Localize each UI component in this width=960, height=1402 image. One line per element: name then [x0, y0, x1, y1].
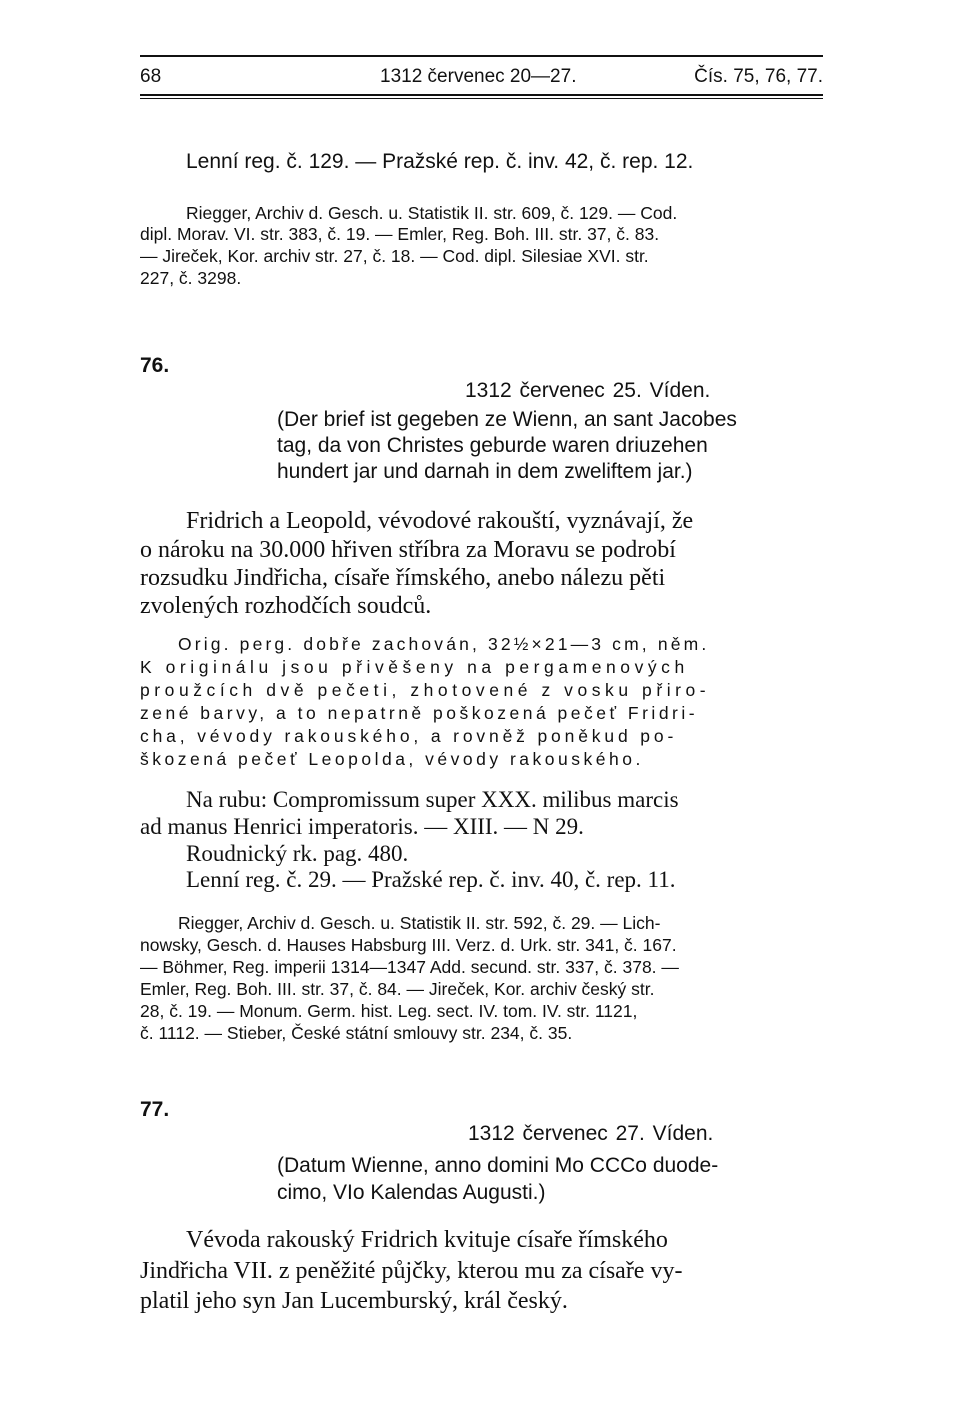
dating-clause-line: cimo, VIo Kalendas Augusti.)	[277, 1181, 546, 1204]
dating-clause-line: (Der brief ist gegeben ze Wienn, an sant Jacobes	[277, 408, 737, 431]
regest-line: zvolených rozhodčích soudců.	[140, 593, 432, 619]
regest-line: Jindřicha VII. z peněžité půjčky, kterou mu za císaře vy-	[140, 1258, 683, 1284]
dorsal-line: Lenní reg. č. 29. — Pražské rep. č. inv. 40, č. rep. 11.	[186, 867, 676, 892]
literature-line: 227, č. 3298.	[140, 268, 242, 288]
entry77-date-place: 1312 červenec 27. Víden.	[468, 1122, 714, 1145]
literature-line: nowsky, Gesch. d. Hauses Habsburg III. Verz. d. Urk. str. 341, č. 167.	[140, 935, 677, 955]
entry75-registers: Lenní reg. č. 129. — Pražské rep. č. inv. 42, č. rep. 12.	[186, 150, 694, 173]
description-line: cha, vévody rakouského, a rovněž poněkud po-	[140, 726, 678, 746]
literature-line: dipl. Morav. VI. str. 383, č. 19. — Emler, Reg. Boh. III. str. 37, č. 83.	[140, 224, 660, 244]
regest-line: o nároku na 30.000 hřiven stříbra za Moravu se podrobí	[140, 537, 676, 563]
description-line: Orig. perg. dobře zachován, 32½×21—3 cm, něm.	[178, 634, 710, 654]
regest-line: Vévoda rakouský Fridrich kvituje císaře římského	[186, 1227, 668, 1253]
entry77-number: 77.	[140, 1098, 170, 1121]
dorsal-line: Roudnický rk. pag. 480.	[186, 841, 409, 866]
header-bottom-rule	[140, 94, 823, 96]
literature-line: Riegger, Archiv d. Gesch. u. Statistik II. str. 592, č. 29. — Lich-	[178, 913, 661, 933]
literature-line: 28, č. 19. — Monum. Germ. hist. Leg. sect. IV. tom. IV. str. 1121,	[140, 1001, 638, 1021]
entry76-date-place: 1312 červenec 25. Víden.	[465, 379, 711, 402]
dating-clause-line: hundert jar und darnah in dem zweliftem jar.)	[277, 460, 693, 483]
dating-clause-line: tag, da von Christes geburde waren driuzehen	[277, 434, 708, 457]
description-line: proužcích dvě pečeti, zhotovené z vosku přiro-	[140, 680, 711, 700]
regest-line: rozsudku Jindřicha, císaře římského, anebo nálezu pěti	[140, 565, 666, 591]
description-line: K originálu jsou přivěšeny na pergamenových	[140, 657, 689, 677]
header-top-rule	[140, 55, 823, 57]
entry76-number: 76.	[140, 354, 170, 377]
header-entry-numbers: Čís. 75, 76, 77.	[694, 66, 823, 87]
description-line: zené barvy, a to nepatrně poškozená pečeť Fridri-	[140, 703, 699, 723]
literature-line: — Jireček, Kor. archiv str. 27, č. 18. — Cod. dipl. Silesiae XVI. str.	[140, 246, 649, 266]
literature-line: Emler, Reg. Boh. III. str. 37, č. 84. — Jireček, Kor. archiv český str.	[140, 979, 655, 999]
dorsal-line: ad manus Henrici imperatoris. — XIII. — N 29.	[140, 814, 584, 839]
description-line: škozená pečeť Leopolda, vévody rakouského.	[140, 749, 644, 769]
regest-line: platil jeho syn Jan Lucemburský, král český.	[140, 1288, 568, 1314]
dorsal-line: Na rubu: Compromissum super XXX. milibus marcis	[186, 787, 679, 812]
literature-line: Riegger, Archiv d. Gesch. u. Statistik II. str. 609, č. 129. — Cod.	[186, 203, 678, 223]
literature-line: č. 1112. — Stieber, České státní smlouvy str. 234, č. 35.	[140, 1023, 573, 1043]
running-header	[140, 66, 823, 92]
header-date: 1312 červenec 20—27.	[380, 66, 577, 87]
dating-clause-line: (Datum Wienne, anno domini Mo CCCo duode-	[277, 1154, 719, 1177]
regest-line: Fridrich a Leopold, vévodové rakouští, vyznávají, že	[186, 508, 694, 534]
header-bottom-rule-thin	[140, 98, 823, 99]
literature-line: — Böhmer, Reg. imperii 1314—1347 Add. secund. str. 337, č. 378. —	[140, 957, 679, 977]
page-number: 68	[140, 66, 162, 87]
